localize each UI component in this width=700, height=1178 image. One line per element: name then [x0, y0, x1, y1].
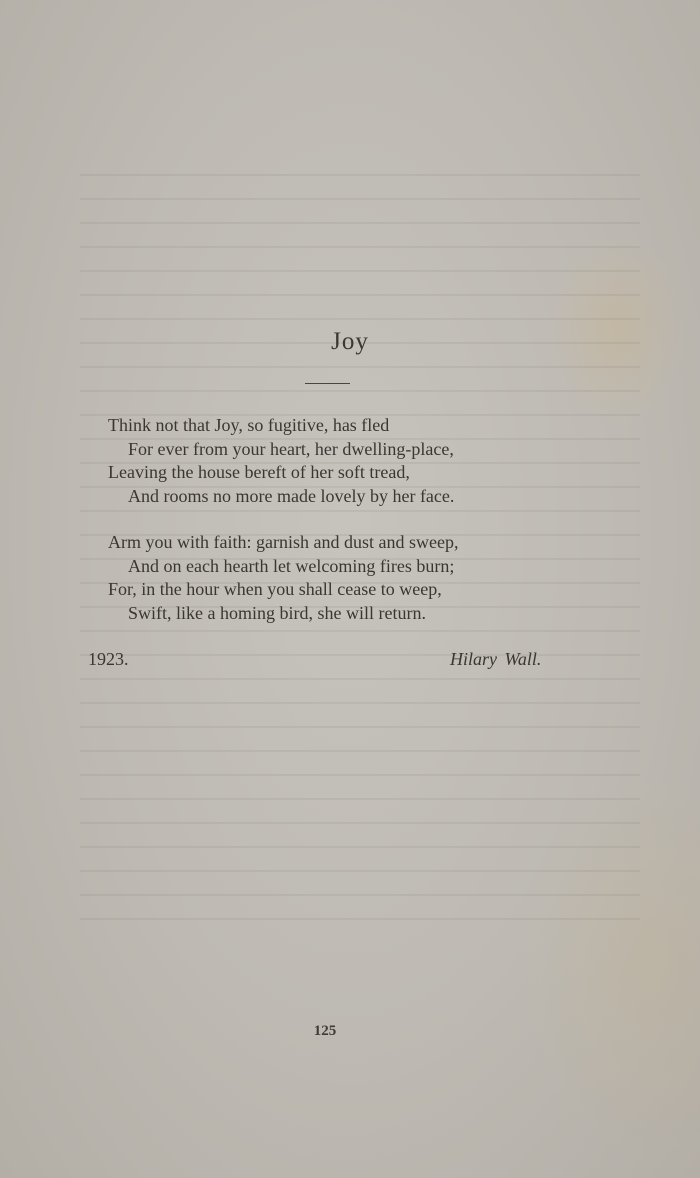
page-number: 125: [313, 1023, 337, 1039]
poem-year: 1923.: [88, 649, 129, 669]
poem-body: [108, 414, 578, 648]
poem-line: And rooms no more made lovely by her face.: [128, 485, 455, 506]
stanza-1: [108, 414, 578, 508]
stanza-2: [108, 531, 578, 625]
poem-title: Joy: [331, 328, 369, 355]
poem-line: Arm you with faith: garnish and dust and sweep,: [108, 532, 459, 552]
title-rule: [305, 383, 350, 384]
poem-line: Swift, like a homing bird, she will return.: [128, 602, 426, 623]
poem-line: And on each hearth let welcoming fires burn;: [128, 555, 455, 576]
poem-line: Leaving the house bereft of her soft tread,: [108, 462, 410, 482]
poem-line: Think not that Joy, so fugitive, has fled: [108, 415, 390, 435]
poem-author: Hilary Wall.: [450, 649, 542, 669]
poem-line: For ever from your heart, her dwelling-place,: [128, 438, 454, 459]
poem-line: For, in the hour when you shall cease to weep,: [108, 579, 442, 599]
